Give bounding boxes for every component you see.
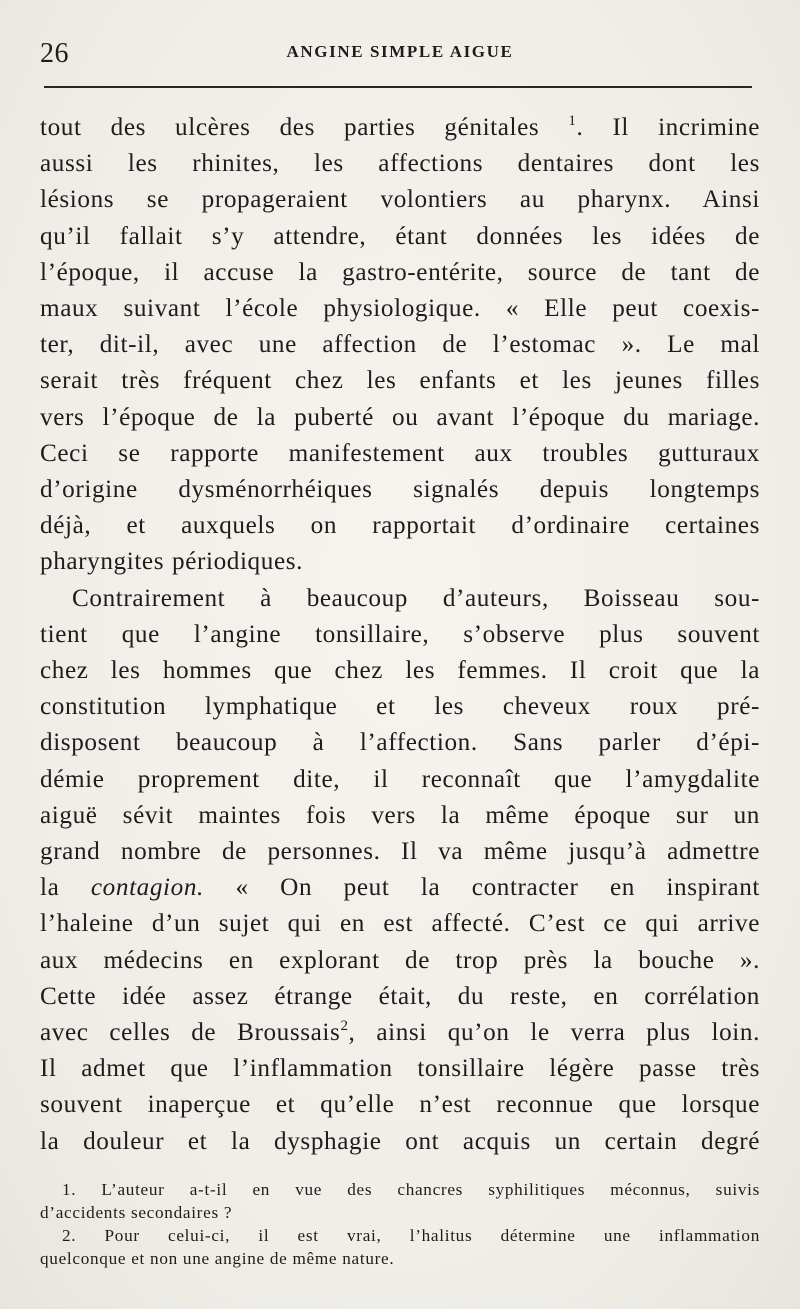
- text-line: constitution lymphatique et les cheveux roux pré-: [40, 693, 760, 721]
- text-line: pharyngites périodiques.: [40, 548, 304, 576]
- body-text: [40, 110, 760, 1160]
- running-title: ANGINE SIMPLE AIGUE: [286, 42, 514, 61]
- footnote-2: 2. Pour celui-ci, il est vrai, l’halitus détermine une inflammation: [62, 1226, 760, 1245]
- page-number: 26: [40, 38, 69, 69]
- text-fragment: tout des ulcères des parties génitales: [40, 114, 540, 141]
- footnotes: [40, 1178, 760, 1270]
- text-line: Il admet que l’inflammation tonsillaire légère passe très: [40, 1055, 760, 1083]
- text-line: [40, 870, 760, 906]
- running-head: [40, 34, 760, 74]
- text-line: Contrairement à beaucoup d’auteurs, Boisseau sou-: [72, 584, 760, 612]
- text-line: aux médecins en explorant de trop près la bouche ».: [40, 946, 760, 974]
- text-fragment: , ainsi qu’on le verra plus loin.: [348, 1019, 760, 1047]
- text-line: [40, 1015, 760, 1051]
- text-line: disposent beaucoup à l’affection. Sans parler d’épi-: [40, 729, 760, 757]
- text-line: l’époque, il accuse la gastro-entérite, source de tant de: [40, 258, 760, 286]
- footnote-1: 1. L’auteur a-t-il en vue des chancres syphilitiques méconnus, suivis: [62, 1180, 760, 1199]
- text-line: grand nombre de personnes. Il va même jusqu’à admettre: [40, 838, 760, 866]
- text-line: aiguë sévit maintes fois vers la même époque sur un: [40, 801, 760, 829]
- footnote-ref-2: 2: [340, 1018, 349, 1035]
- text-fragment: la: [40, 874, 60, 902]
- text-line: aussi les rhinites, les affections dentaires dont les: [40, 150, 760, 178]
- text-fragment: . Il incrimine: [576, 114, 760, 141]
- text-line: ter, dit-il, avec une affection de l’estomac ». Le mal: [40, 331, 760, 359]
- text-line: la douleur et la dysphagie ont acquis un certain degré: [40, 1127, 760, 1155]
- text-line: qu’il fallait s’y attendre, étant données les idées de: [40, 222, 760, 250]
- text-line: Ceci se rapporte manifestement aux troubles gutturaux: [40, 439, 760, 467]
- text-fragment: avec celles de Broussais: [40, 1019, 341, 1047]
- text-line: tient que l’angine tonsillaire, s’observe plus souvent: [40, 620, 760, 648]
- text-line: lésions se propageraient volontiers au pharynx. Ainsi: [40, 186, 760, 214]
- text-line: d’origine dysménorrhéiques signalés depuis longtemps: [40, 476, 760, 504]
- header-rule: [44, 86, 752, 88]
- footnote-2-continued: quelconque et non une angine de même nature.: [40, 1249, 395, 1268]
- text-line: chez les hommes que chez les femmes. Il croit que la: [40, 657, 760, 685]
- footnote-ref-1: 1: [568, 113, 577, 129]
- text-line: [40, 110, 760, 146]
- text-line: déjà, et auxquels on rapportait d’ordinaire certaines: [40, 512, 760, 540]
- text-line: vers l’époque de la puberté ou avant l’époque du mariage.: [40, 403, 760, 431]
- text-line: maux suivant l’école physiologique. « Elle peut coexis-: [40, 295, 760, 323]
- text-line: démie proprement dite, il reconnaît que l’amygdalite: [40, 765, 760, 793]
- text-line: Cette idée assez étrange était, du reste, en corrélation: [40, 982, 760, 1010]
- text-fragment: « On peut la contracter en inspirant: [235, 874, 760, 902]
- italic-word: contagion.: [90, 874, 204, 902]
- text-line: serait très fréquent chez les enfants et les jeunes filles: [40, 367, 760, 395]
- text-line: l’haleine d’un sujet qui en est affecté. C’est ce qui arrive: [40, 910, 760, 938]
- footnote-1-continued: d’accidents secondaires ?: [40, 1203, 233, 1222]
- text-line: souvent inaperçue et qu’elle n’est reconnue que lorsque: [40, 1091, 760, 1119]
